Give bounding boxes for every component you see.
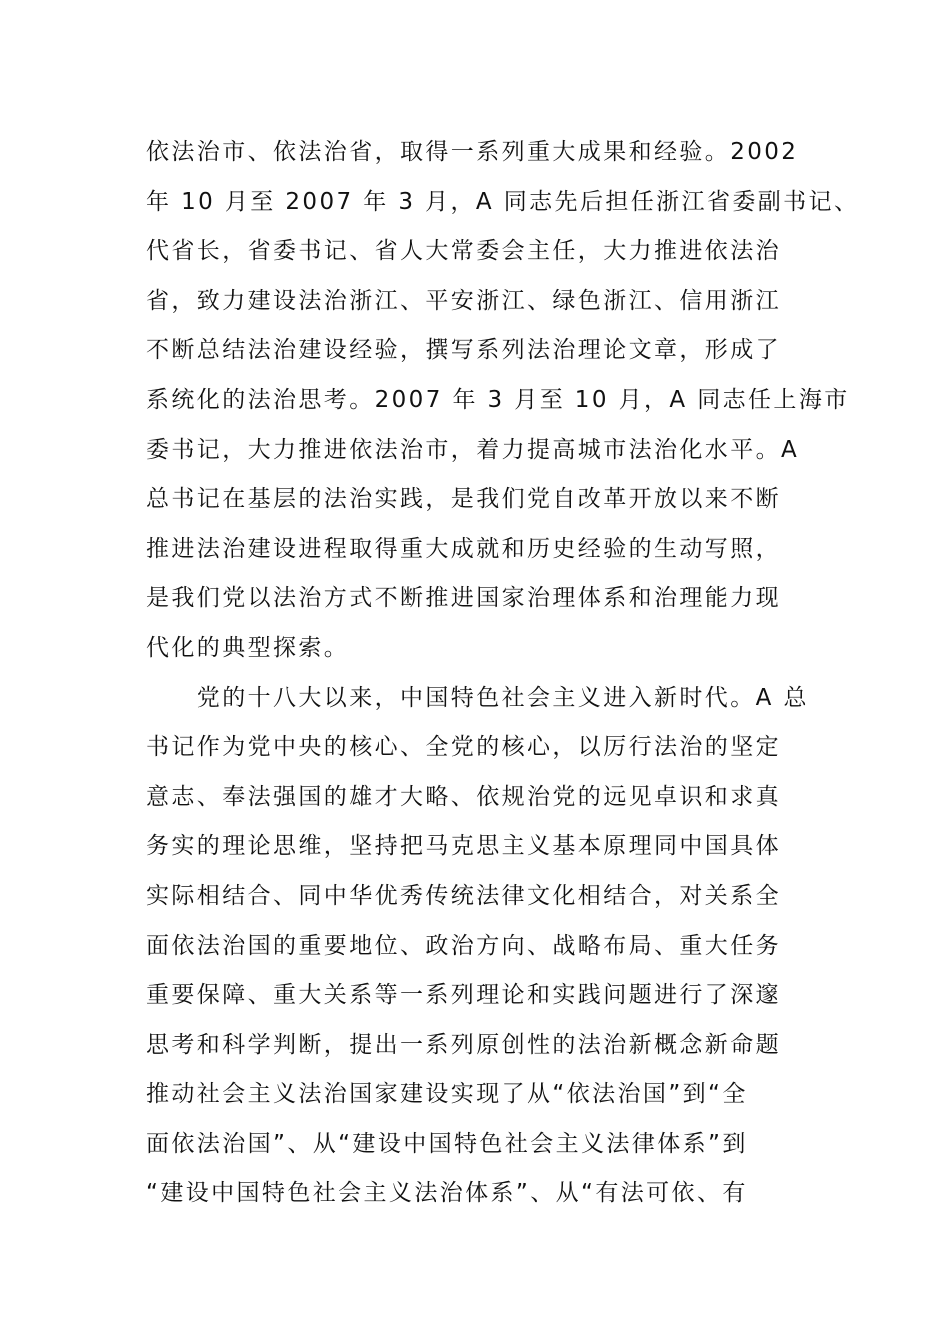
text-line: 是我们党以法治方式不断推进国家治理体系和治理能力现 [146,585,781,612]
body-text [146,128,860,1219]
text-line: 务实的理论思维，坚持把马克思主义基本原理同中国具体 [146,833,781,860]
text-line: 党的十八大以来，中国特色社会主义进入新时代。A 总 [146,684,809,711]
text-line: 依法治市、依法治省，取得一系列重大成果和经验。2002 [146,139,799,165]
text-line: 总书记在基层的法治实践，是我们党自改革开放以来不断 [146,486,781,513]
text-line: 系统化的法治思考。2007 年 3 月至 10 月，A 同志任上海市 [146,386,850,413]
text-line: 思考和科学判断，提出一系列原创性的法治新概念新命题 [146,1031,781,1058]
text-line: 推进法治建设进程取得重大成就和历史经验的生动写照， [146,535,781,562]
text-line: 重要保障、重大关系等一系列理论和实践问题进行了深邃 [146,982,781,1009]
text-line: 省，致力建设法治浙江、平安浙江、绿色浙江、信用浙江 [146,287,781,314]
text-line: 意志、奉法强国的雄才大略、依规治党的远见卓识和求真 [146,783,781,810]
text-line: 年 10 月至 2007 年 3 月，A 同志先后担任浙江省委副书记、 [146,188,860,215]
text-line: 实际相结合、同中华优秀传统法律文化相结合，对关系全 [146,882,781,909]
text-line: 书记作为党中央的核心、全党的核心，以厉行法治的坚定 [146,734,781,761]
text-line: 代省长，省委书记、省人大常委会主任，大力推进依法治 [146,238,781,265]
text-line: 面依法治国的重要地位、政治方向、战略布局、重大任务 [146,932,781,959]
text-line: 代化的典型探索。 [146,634,350,661]
text-line: 委书记，大力推进依法治市，着力提高城市法治化水平。A [146,436,800,463]
text-line: 不断总结法治建设经验，撰写系列法治理论文章，形成了 [146,337,781,364]
text-line: 推动社会主义法治国家建设实现了从“依法治国”到“全 [146,1081,748,1108]
text-line: “建设中国特色社会主义法治体系”、从“有法可依、有 [146,1180,748,1207]
text-line: 面依法治国”、从“建设中国特色社会主义法律体系”到 [146,1130,748,1157]
